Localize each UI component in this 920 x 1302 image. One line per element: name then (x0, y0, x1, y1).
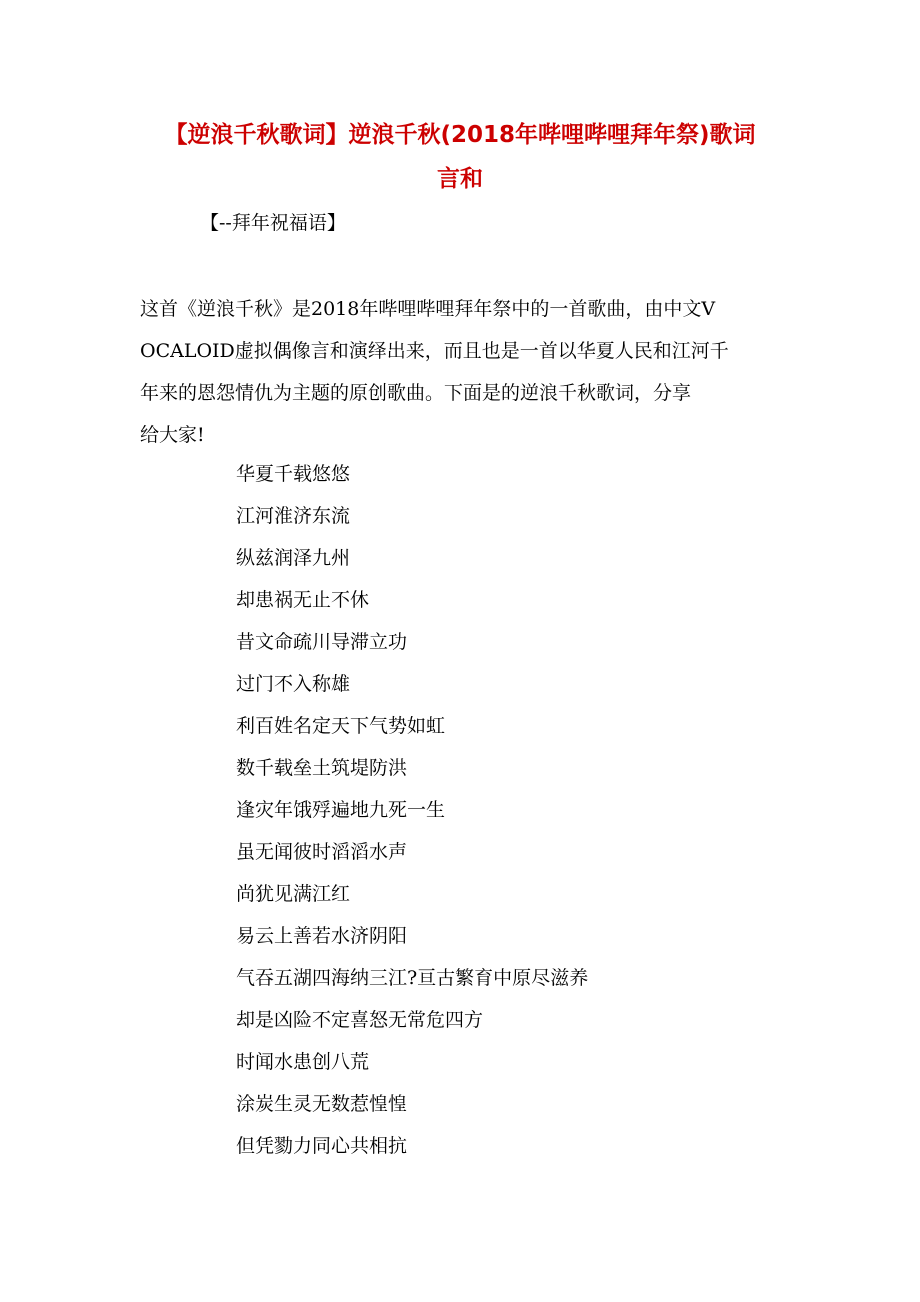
lyric-line: 气吞五湖四海纳三江?亘古繁育中原尽滋养 (236, 967, 589, 989)
intro-line: OCALOID虚拟偶像言和演绎出来，而且也是一首以华夏人民和江河千 (140, 340, 729, 362)
intro-line: 给大家! (140, 424, 205, 446)
document-title: 【逆浪千秋歌词】逆浪千秋(2018年哔哩哔哩拜年祭)歌词 (164, 122, 756, 148)
lyric-line: 江河淮济东流 (236, 505, 351, 527)
lyric-line: 涂炭生灵无数惹惶惶 (236, 1093, 408, 1115)
category-tag: 【--拜年祝福语】 (200, 212, 346, 234)
lyric-line: 时闻水患创八荒 (236, 1051, 370, 1073)
lyric-line: 昔文命疏川导滞立功 (236, 631, 408, 653)
document-title-continuation: 言和 (437, 166, 483, 192)
lyric-line: 利百姓名定天下气势如虹 (236, 715, 446, 737)
lyric-line: 过门不入称雄 (236, 673, 351, 695)
intro-line: 年来的恩怨情仇为主题的原创歌曲。下面是的逆浪千秋歌词，分享 (140, 382, 692, 404)
lyrics-list (236, 460, 588, 1174)
lyric-line: 虽无闻彼时滔滔水声 (236, 841, 408, 863)
lyric-line: 却患祸无止不休 (236, 589, 370, 611)
lyric-line: 华夏千载悠悠 (236, 463, 351, 485)
lyric-line: 逢灾年饿殍遍地九死一生 (236, 799, 446, 821)
intro-line: 这首《逆浪千秋》是2018年哔哩哔哩拜年祭中的一首歌曲，由中文V (140, 298, 716, 320)
lyric-line: 纵兹润泽九州 (236, 547, 351, 569)
lyric-line: 数千载垒土筑堤防洪 (236, 757, 408, 779)
lyric-line: 却是凶险不定喜怒无常危四方 (236, 1009, 484, 1031)
lyric-line: 但凭勠力同心共相抗 (236, 1135, 408, 1157)
lyric-line: 易云上善若水济阴阳 (236, 925, 408, 947)
lyric-line: 尚犹见满江红 (236, 883, 351, 905)
